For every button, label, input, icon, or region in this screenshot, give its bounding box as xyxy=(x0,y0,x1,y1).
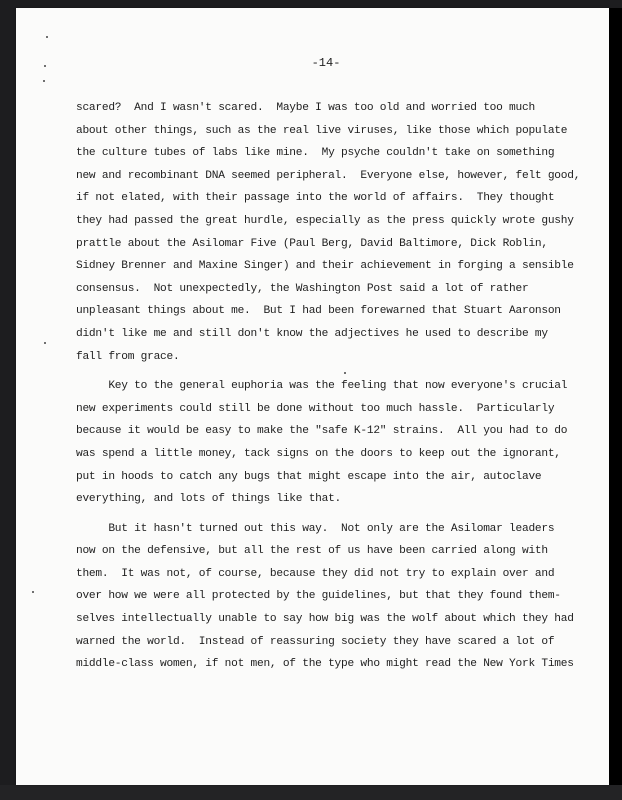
body-text xyxy=(76,97,581,676)
text-line: Sidney Brenner and Maxine Singer) and their achievement in forging a sensible xyxy=(76,260,574,273)
text-line: fall from grace. xyxy=(76,350,180,363)
text-line: warned the world. Instead of reassuring society they have scared a lot of xyxy=(76,635,555,648)
text-line: Key to the general euphoria was the feeling that now everyone's crucial xyxy=(76,380,568,393)
text-line: prattle about the Asilomar Five (Paul Berg, David Baltimore, Dick Roblin, xyxy=(76,237,548,250)
text-line: the culture tubes of labs like mine. My psyche couldn't take on something xyxy=(76,147,555,160)
page-number: -14- xyxy=(311,56,341,70)
text-line: didn't like me and still don't know the adjectives he used to describe my xyxy=(76,327,548,340)
paper-speck xyxy=(43,80,45,82)
text-line: everything, and lots of things like that. xyxy=(76,493,342,506)
paragraph xyxy=(76,97,581,368)
text-line: selves intellectually unable to say how big was the wolf about which they had xyxy=(76,613,574,626)
text-line: now on the defensive, but all the rest of us have been carried along with xyxy=(76,545,548,558)
text-line: unpleasant things about me. But I had been forewarned that Stuart Aaronson xyxy=(76,305,561,318)
paper-speck xyxy=(44,342,46,344)
text-line: new experiments could still be done without too much hassle. Particularly xyxy=(76,402,555,415)
text-line: because it would be easy to make the "safe K-12" strains. All you had to do xyxy=(76,425,568,438)
text-line: about other things, such as the real live viruses, like those which populate xyxy=(76,124,568,137)
text-line: consensus. Not unexpectedly, the Washington Post said a lot of rather xyxy=(76,282,529,295)
paragraph xyxy=(76,375,576,511)
paper-speck xyxy=(46,36,48,38)
text-line: them. It was not, of course, because they did not try to explain over and xyxy=(76,567,555,580)
paper-speck xyxy=(32,591,34,593)
text-line: middle-class women, if not men, of the type who might read the New York Times xyxy=(76,658,574,671)
text-line: scared? And I wasn't scared. Maybe I was too old and worried too much xyxy=(76,102,535,114)
text-line: put in hoods to catch any bugs that might escape into the air, autoclave xyxy=(76,470,542,483)
text-line: over how we were all protected by the guidelines, but that they found them- xyxy=(76,590,561,603)
text-line: was spend a little money, tack signs on the doors to keep out the ignorant, xyxy=(76,447,561,460)
text-line: if not elated, with their passage into the world of affairs. They thought xyxy=(76,192,555,205)
text-line: But it hasn't turned out this way. Not only are the Asilomar leaders xyxy=(76,522,555,535)
page-edge-bottom xyxy=(0,785,622,800)
text-line: new and recombinant DNA seemed peripheral. Everyone else, however, felt good, xyxy=(76,169,581,182)
paragraph xyxy=(76,518,576,676)
text-line: they had passed the great hurdle, especially as the press quickly wrote gushy xyxy=(76,214,574,227)
page-edge-right xyxy=(609,8,622,798)
